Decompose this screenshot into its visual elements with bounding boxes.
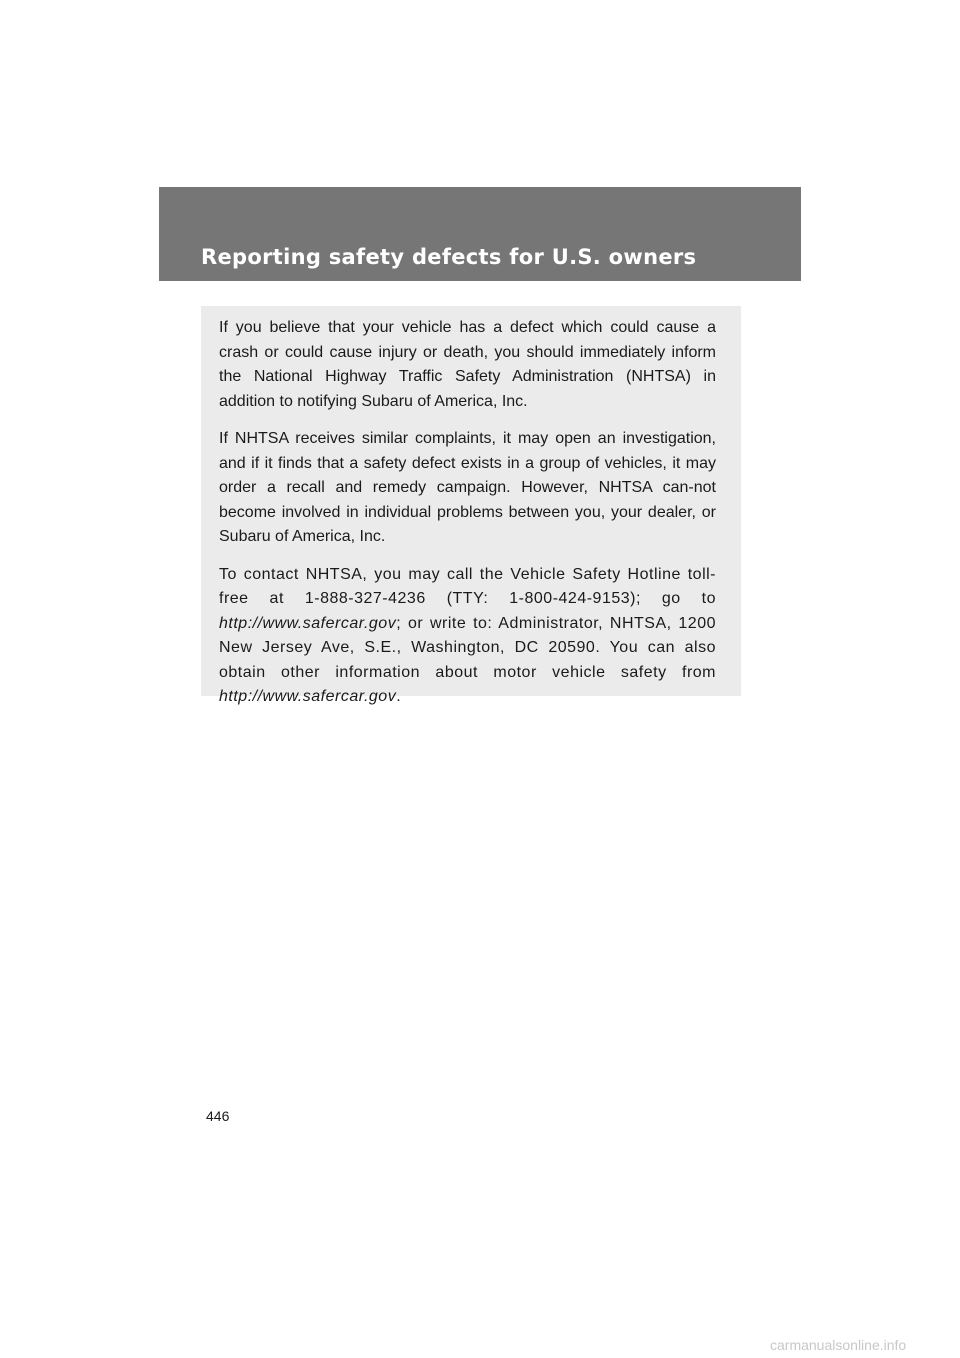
contact-text-start: To contact NHTSA, you may call the Vehicle Safety Hotline toll-free at 1-888-327-4236 (TTY: 1-800-424-9153); go to (219, 565, 716, 607)
watermark: carmanualsonline.info (770, 1337, 907, 1353)
contact-text-middle: ; or write to: Administrator, NHTSA, 1200 New Jersey Ave, S.E., Washington, DC 20590. You can also obtain other information about motor vehicle safety from (219, 614, 716, 681)
notice-paragraph-3 (219, 563, 716, 710)
safercar-link-1[interactable]: http://www.safercar.gov (219, 614, 397, 632)
page-number: 446 (206, 1108, 230, 1124)
contact-text-end: . (396, 688, 402, 705)
notice-box (201, 306, 741, 705)
notice-paragraph-2: If NHTSA receives similar complaints, it may open an investigation, and if it finds that a safety defect exists in a group of vehicles, it may order a recall and remedy campaign. However, NHTSA can-not become involved in individual problems between you, your dealer, or Subaru of America, Inc. (219, 430, 716, 545)
section-title: Reporting safety defects for U.S. owners (201, 245, 697, 269)
safercar-link-2[interactable]: http://www.safercar.gov (219, 688, 397, 705)
section-header-band (159, 187, 801, 281)
notice-paragraph-1: If you believe that your vehicle has a defect which could cause a crash or could cause injury or death, you should immediately inform the National Highway Traffic Safety Administration (NHTSA) in addition to notifying Subaru of America, Inc. (219, 319, 716, 410)
